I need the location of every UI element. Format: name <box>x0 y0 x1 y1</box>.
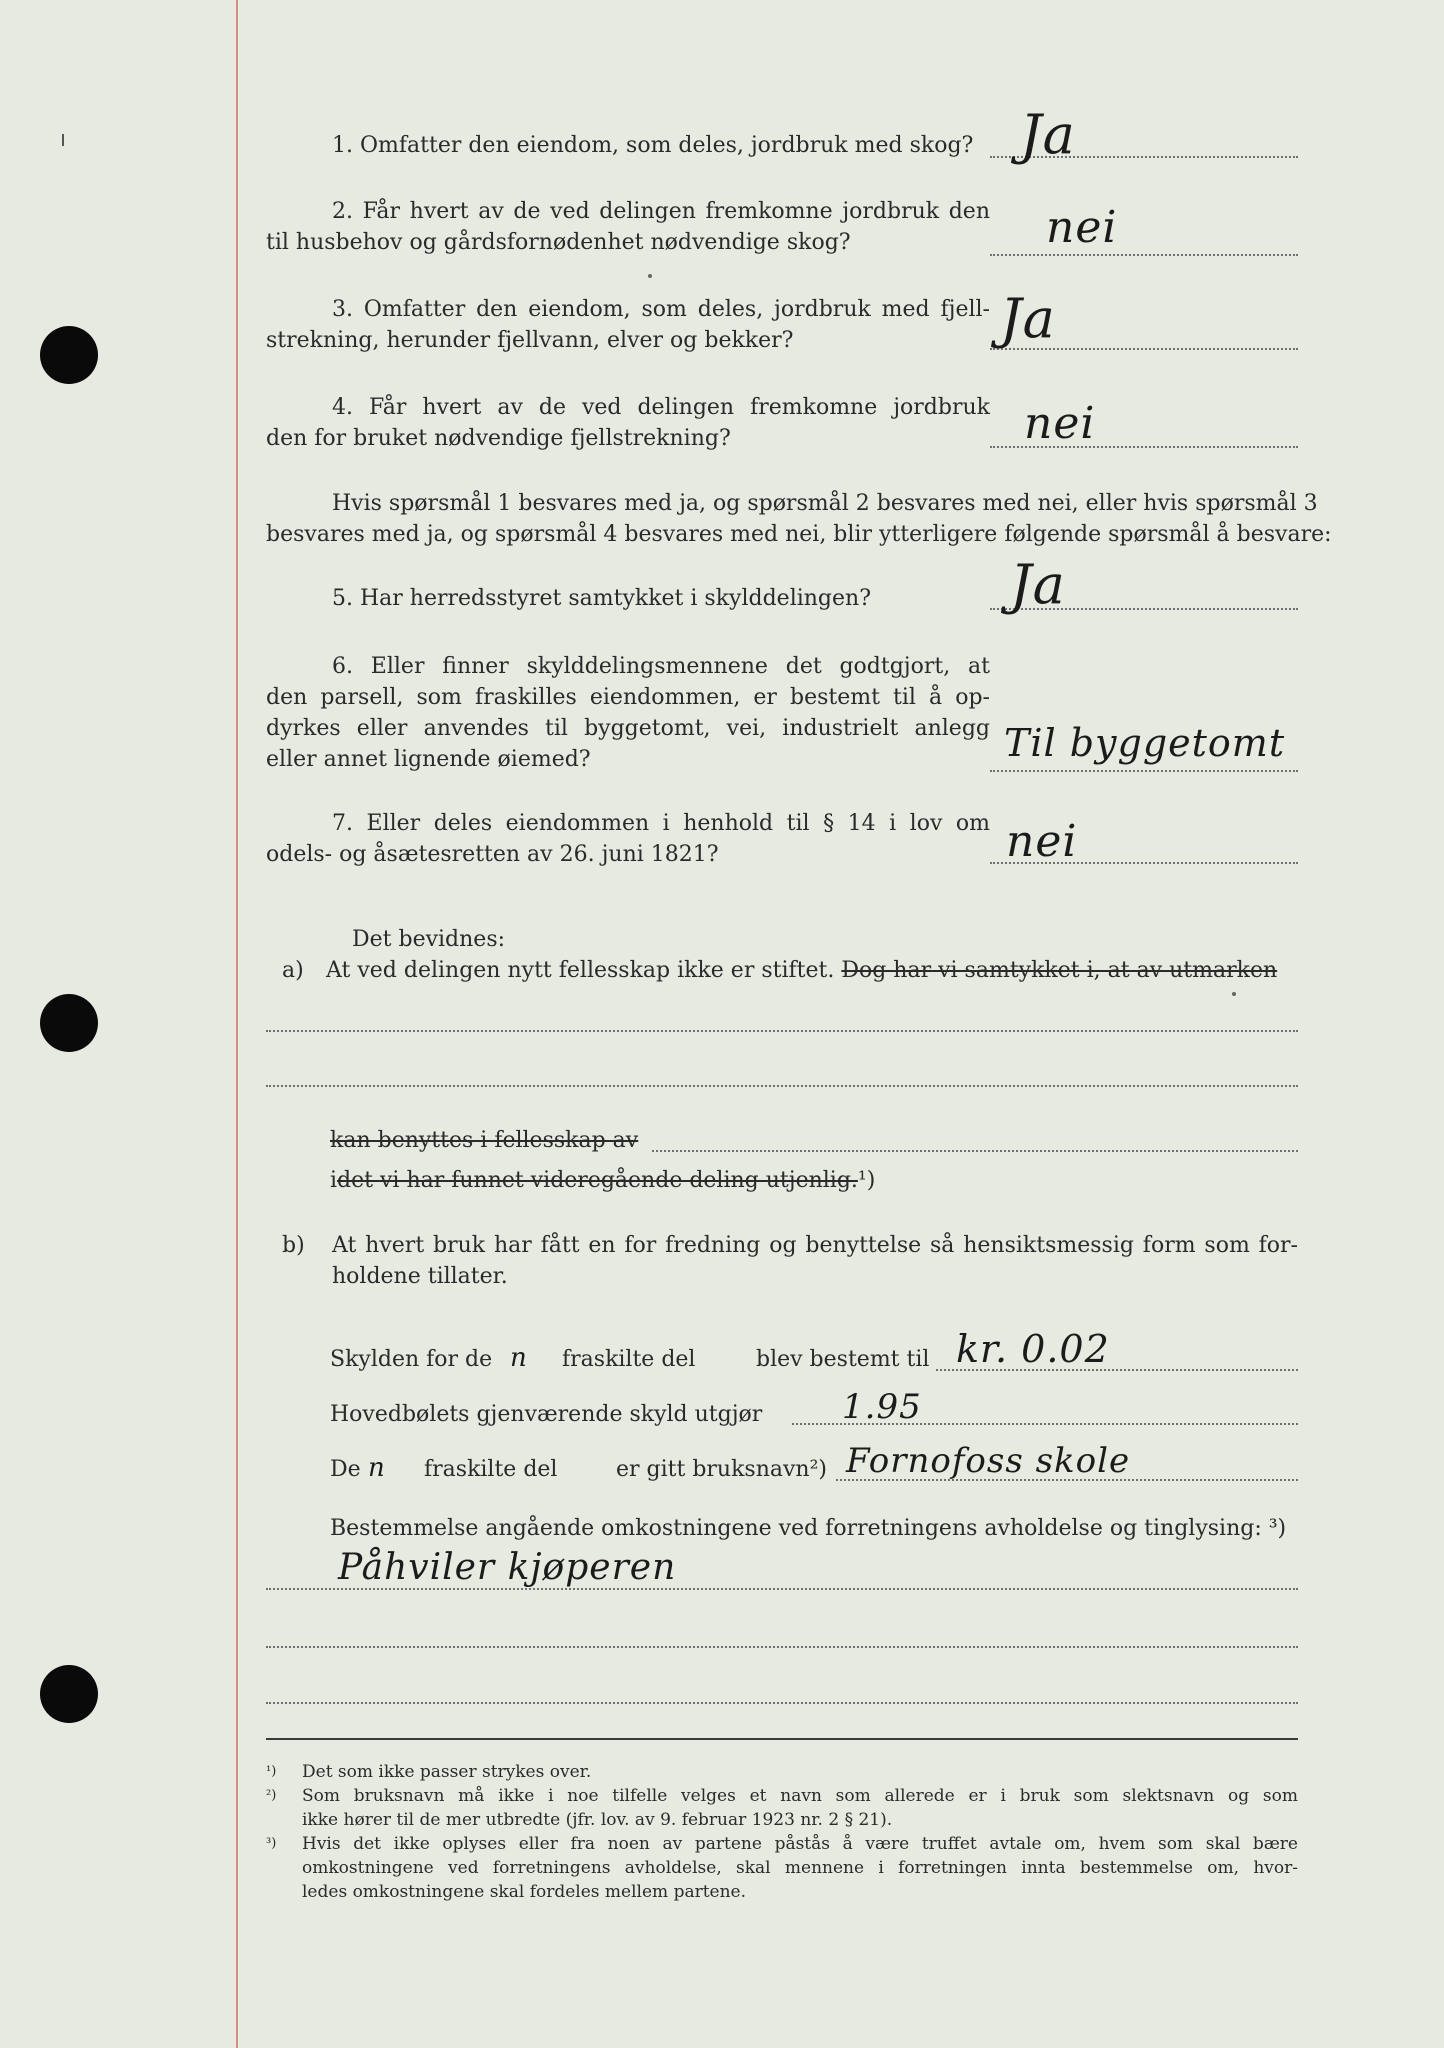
bestemmelse-line-1 <box>266 1588 1298 1590</box>
footnote-3-number: ³) <box>266 1836 277 1851</box>
footnote-1: Det som ikke passer strykes over. <box>302 1762 592 1782</box>
punch-hole <box>40 1665 98 1723</box>
attest-struck-line-3: idet vi har funnet videregående deling utjenlig.¹) <box>330 1168 876 1193</box>
bestemmelse-line-2 <box>266 1646 1298 1648</box>
footnote-3-line-2: omkostningene ved forretningens avholdelse, skal mennene i forretningen innta bestemmelse om, hvor- <box>302 1858 1298 1878</box>
answer-1: Ja <box>1020 103 1076 166</box>
bestemmelse-line-3 <box>266 1702 1298 1704</box>
attest-a-label: a) <box>282 958 304 983</box>
question-6-line-1: 6. Eller finner skylddelingsmennene det godtgjort, at <box>332 654 990 679</box>
footnote-3-line-3: ledes omkostningene skal fordeles mellem partene. <box>302 1882 747 1902</box>
skyld-label-1: Skylden for de <box>330 1347 493 1372</box>
answer-6: Til byggetomt <box>1004 721 1286 765</box>
answer-line-2 <box>990 254 1298 256</box>
bruk-handwritten-n: n <box>368 1453 386 1483</box>
attest-blank-line-2 <box>266 1085 1298 1087</box>
question-2-line-1: 2. Får hvert av de ved delingen fremkomne jordbruk den <box>332 199 990 224</box>
answer-3: Ja <box>1000 287 1056 350</box>
hoved-label: Hovedbølets gjenværende skyld utgjør <box>330 1402 763 1427</box>
attest-fill-line-3 <box>652 1150 1298 1152</box>
footnote-2-line-1: Som bruksnavn må ikke i noe tilfelle velges et navn som allerede er i bruk som slektsnavn og som <box>302 1786 1298 1806</box>
skyld-handwritten-n: n <box>510 1343 528 1373</box>
attest-a-text <box>326 955 1277 987</box>
ink-dot <box>648 274 652 278</box>
question-2-line-2: til husbehov og gårdsfornødenhet nødvendige skog? <box>266 230 851 255</box>
bruk-value: Fornofoss skole <box>846 1441 1131 1481</box>
question-6-line-4: eller annet lignende øiemed? <box>266 747 591 772</box>
margin-mark <box>62 134 64 146</box>
question-1-text: 1. Omfatter den eiendom, som deles, jordbruk med skog? <box>332 133 974 158</box>
skyld-label-2: fraskilte del <box>562 1347 696 1372</box>
margin-line <box>236 0 238 2048</box>
attest-b-line-2: holdene tillater. <box>332 1264 508 1289</box>
question-3-line-2: strekning, herunder fjellvann, elver og bekker? <box>266 328 794 353</box>
attest-b-label: b) <box>282 1233 305 1258</box>
attest-heading: Det bevidnes: <box>352 927 506 952</box>
intro-line-1: Hvis spørsmål 1 besvares med ja, og spørsmål 2 besvares med nei, eller hvis spørsmål 3 <box>332 491 1318 516</box>
answer-7: nei <box>1006 816 1078 867</box>
question-6-line-2: den parsell, som fraskilles eiendommen, er bestemt til å op- <box>266 685 990 710</box>
question-7-line-2: odels- og åsætesretten av 26. juni 1821? <box>266 842 719 867</box>
question-5-text: 5. Har herredsstyret samtykket i skylddelingen? <box>332 586 871 611</box>
footnote-1-number: ¹) <box>266 1764 277 1779</box>
skyld-value: kr. 0.02 <box>956 1327 1110 1371</box>
answer-4: nei <box>1024 398 1096 449</box>
footnote-2-number: ²) <box>266 1788 277 1803</box>
footnote-3-line-1: Hvis det ikke oplyses eller fra noen av partene påstås å være truffet avtale om, hvem som skal bære <box>302 1834 1298 1854</box>
attest-blank-line-1 <box>266 1030 1298 1032</box>
attest-a-struck: Dog har vi samtykket i, at av utmarken <box>841 958 1278 983</box>
answer-2: nei <box>1046 202 1118 253</box>
bestemmelse-label: Bestemmelse angående omkostningene ved forretningens avholdelse og tinglysing: ³) <box>330 1516 1287 1541</box>
bruk-label-2: fraskilte del <box>424 1457 558 1482</box>
bruk-label-1: De <box>330 1457 361 1482</box>
attest-a-kept: At ved delingen nytt fellesskap ikke er stiftet. <box>326 958 835 983</box>
question-6-line-3: dyrkes eller anvendes til byggetomt, vei, industrielt anlegg <box>266 716 990 741</box>
bruk-label-3: er gitt bruksnavn²) <box>616 1457 827 1482</box>
hoved-value: 1.95 <box>842 1387 922 1427</box>
question-7-line-1: 7. Eller deles eiendommen i henhold til § 14 i lov om <box>332 811 990 836</box>
footnote-divider <box>266 1738 1298 1740</box>
attest-struck-line-2: kan benyttes i fellesskap av <box>330 1128 639 1153</box>
answer-5: Ja <box>1010 553 1066 616</box>
skyld-label-3: blev bestemt til <box>756 1347 930 1372</box>
question-3-line-1: 3. Omfatter den eiendom, som deles, jordbruk med fjell- <box>332 297 990 322</box>
ink-dot <box>1232 992 1236 996</box>
bestemmelse-value: Påhviler kjøperen <box>338 1547 677 1588</box>
question-4-line-2: den for bruket nødvendige fjellstrekning? <box>266 426 731 451</box>
punch-hole <box>40 994 98 1052</box>
question-4-line-1: 4. Får hvert av de ved delingen fremkomne jordbruk <box>332 395 990 420</box>
footnote-2-line-2: ikke hører til de mer utbredte (jfr. lov. av 9. februar 1923 nr. 2 § 21). <box>302 1810 893 1830</box>
punch-hole <box>40 326 98 384</box>
intro-line-2: besvares med ja, og spørsmål 4 besvares med nei, blir ytterligere følgende spørsmål å besvare: <box>266 522 1332 547</box>
answer-line-6 <box>990 770 1298 772</box>
attest-b-line-1: At hvert bruk har fått en for fredning og benyttelse så hensiktsmessig form som for- <box>332 1233 1298 1258</box>
